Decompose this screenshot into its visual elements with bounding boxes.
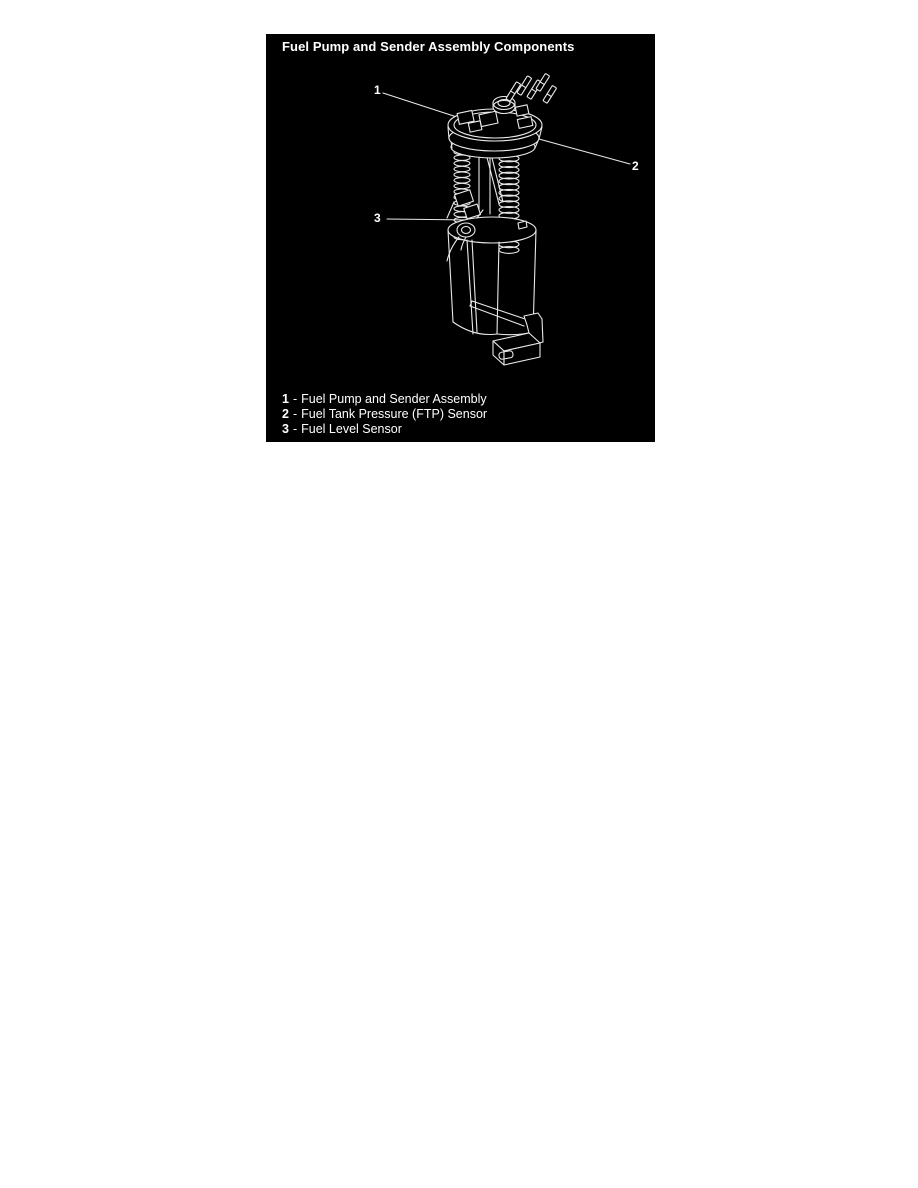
- callout-marker-3: 3: [374, 211, 381, 225]
- legend-number: 3: [282, 422, 289, 436]
- callout-marker-2: 2: [632, 159, 639, 173]
- fuel-strainer: [470, 301, 543, 365]
- leader-line-2: [528, 136, 630, 164]
- figure-title: Fuel Pump and Sender Assembly Components: [282, 39, 575, 54]
- leader-line-3: [387, 219, 473, 220]
- legend-label: Fuel Pump and Sender Assembly: [301, 392, 487, 406]
- legend-separator: -: [292, 392, 298, 406]
- fuel-pump-diagram: [266, 34, 655, 442]
- callout-marker-1: 1: [374, 83, 381, 97]
- legend-item-2: [282, 407, 487, 422]
- legend-item-1: [282, 392, 487, 407]
- figure-panel: [266, 34, 655, 442]
- legend-label: Fuel Tank Pressure (FTP) Sensor: [301, 407, 488, 421]
- legend-label: Fuel Level Sensor: [301, 422, 402, 436]
- leader-line-1: [383, 93, 466, 120]
- legend-number: 1: [282, 392, 289, 406]
- electrical-terminals-icon: [506, 73, 557, 103]
- legend-number: 2: [282, 407, 289, 421]
- legend-separator: -: [292, 422, 298, 436]
- figure-legend: [282, 392, 487, 437]
- legend-item-3: [282, 422, 487, 437]
- legend-separator: -: [292, 407, 298, 421]
